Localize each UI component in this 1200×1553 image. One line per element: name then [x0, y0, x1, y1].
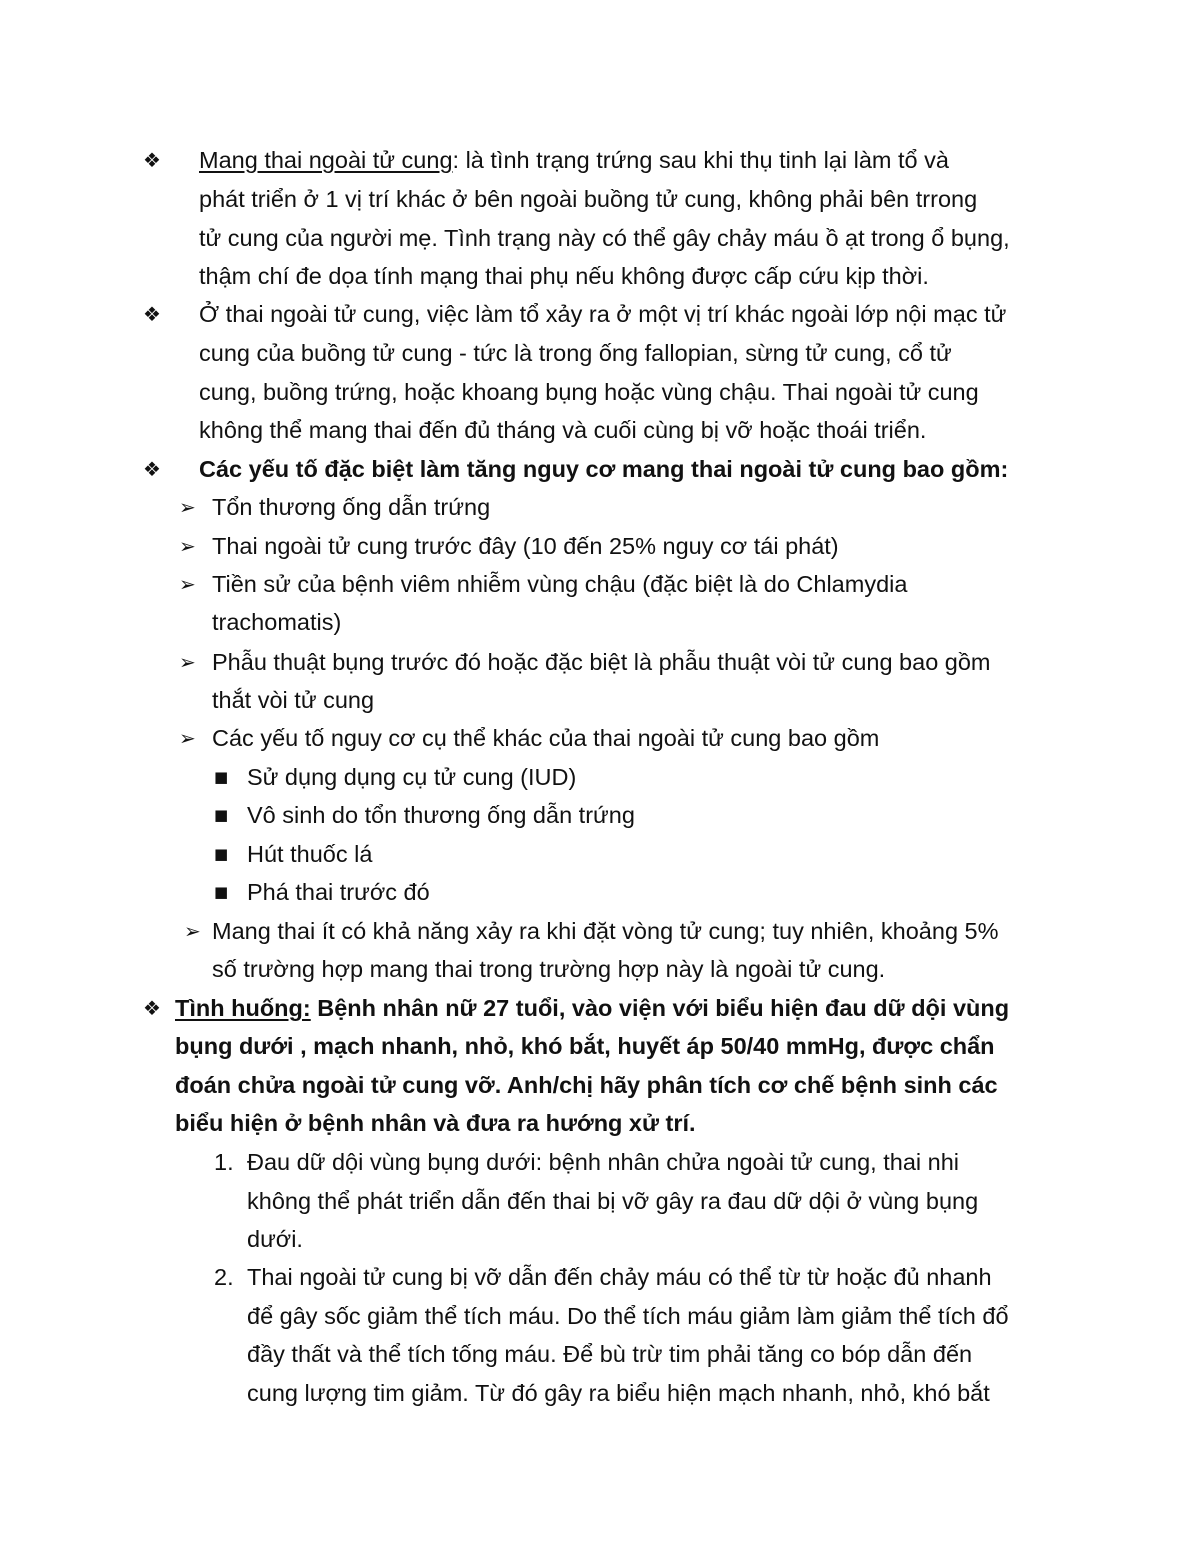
- diamond-bullet-icon: ❖: [143, 996, 161, 1020]
- arrow-bullet-icon: ➢: [179, 726, 196, 750]
- case-line4: biểu hiện ở bệnh nhân và đưa ra hướng xử trí.: [175, 1110, 696, 1136]
- risk-subitem-4: Phá thai trước đó: [247, 879, 430, 905]
- bullet2-line3: cung, buồng trứng, hoặc khoang bụng hoặc vùng chậu. Thai ngoài tử cung: [199, 379, 979, 405]
- bullet2-line1: Ở thai ngoài tử cung, việc làm tổ xảy ra ở một vị trí khác ngoài lớp nội mạc tử: [199, 301, 1007, 327]
- arrow-bullet-icon: ➢: [179, 534, 196, 558]
- answer-1-line3: dưới.: [247, 1226, 303, 1252]
- arrow-bullet-icon: ➢: [179, 650, 196, 674]
- diamond-bullet-icon: ❖: [143, 302, 161, 326]
- risk-item-2-line1: Thai ngoài tử cung trước đây (10 đến 25% nguy cơ tái phát): [212, 533, 839, 559]
- risk-item-3-line1: Tiền sử của bệnh viêm nhiễm vùng chậu (đặc biệt là do Chlamydia: [212, 571, 908, 597]
- answer-2-number: 2.: [214, 1264, 234, 1290]
- bullet1-line2: phát triển ở 1 vị trí khác ở bên ngoài buồng tử cung, không phải bên trrong: [199, 186, 978, 212]
- risk-item-5-line1: Các yếu tố nguy cơ cụ thể khác của thai ngoài tử cung bao gồm: [212, 725, 880, 751]
- risk-item-4-line1: Phẫu thuật bụng trước đó hoặc đặc biệt là phẫu thuật vòi tử cung bao gồm: [212, 649, 991, 675]
- risk-item-3-line2: trachomatis): [212, 609, 342, 635]
- bullet1-line4: thậm chí đe dọa tính mạng thai phụ nếu không được cấp cứu kịp thời.: [199, 263, 929, 289]
- risk-subitem-3: Hút thuốc lá: [247, 841, 373, 867]
- answer-2-line3: đầy thất và thể tích tống máu. Để bù trừ tim phải tăng co bóp dẫn đến: [247, 1341, 973, 1367]
- arrow-bullet-icon: ➢: [184, 919, 201, 943]
- bullet1-line1-rest: : là tình trạng trứng sau khi thụ tinh lại làm tổ và: [452, 147, 949, 173]
- answer-2-line2: để gây sốc giảm thể tích máu. Do thể tích máu giảm làm giảm thể tích đổ: [247, 1303, 1009, 1329]
- arrow-bullet-icon: ➢: [179, 495, 196, 519]
- risk-subitem-2: Vô sinh do tổn thương ống dẫn trứng: [247, 802, 635, 828]
- risk-factors-heading: Các yếu tố đặc biệt làm tăng nguy cơ mang thai ngoài tử cung bao gồm:: [199, 456, 1009, 482]
- answer-1-number: 1.: [214, 1149, 234, 1175]
- square-bullet-icon: ■: [214, 806, 229, 824]
- diamond-bullet-icon: ❖: [143, 457, 161, 481]
- arrow-bullet-icon: ➢: [179, 572, 196, 596]
- square-bullet-icon: ■: [214, 883, 229, 901]
- case-line1-rest: Bệnh nhân nữ 27 tuổi, vào viện với biểu hiện đau dữ dội vùng: [310, 995, 1010, 1021]
- case-label: Tình huống:: [175, 995, 311, 1021]
- diamond-bullet-icon: ❖: [143, 148, 161, 172]
- case-line3: đoán chửa ngoài tử cung vỡ. Anh/chị hãy phân tích cơ chế bệnh sinh các: [175, 1072, 998, 1098]
- bullet1-heading: Mang thai ngoài tử cung: [199, 147, 453, 173]
- square-bullet-icon: ■: [214, 768, 229, 786]
- answer-1-line1: Đau dữ dội vùng bụng dưới: bệnh nhân chửa ngoài tử cung, thai nhi: [247, 1149, 960, 1175]
- iud-note-line1: Mang thai ít có khả năng xảy ra khi đặt vòng tử cung; tuy nhiên, khoảng 5%: [212, 918, 999, 944]
- answer-2-line4: cung lượng tim giảm. Từ đó gây ra biểu hiện mạch nhanh, nhỏ, khó bắt: [247, 1380, 990, 1406]
- risk-subitem-1: Sử dụng dụng cụ tử cung (IUD): [247, 764, 577, 790]
- bullet1-line1: [199, 145, 949, 175]
- answer-2-line1: Thai ngoài tử cung bị vỡ dẫn đến chảy máu có thể từ từ hoặc đủ nhanh: [247, 1264, 992, 1290]
- bullet2-line2: cung của buồng tử cung - tức là trong ống fallopian, sừng tử cung, cổ tử: [199, 340, 952, 366]
- risk-item-4-line2: thắt vòi tử cung: [212, 687, 375, 713]
- case-line1: [175, 993, 1009, 1023]
- bullet1-line3: tử cung của người mẹ. Tình trạng này có thể gây chảy máu ồ ạt trong ổ bụng,: [199, 225, 1010, 251]
- risk-item-1-line1: Tổn thương ống dẫn trứng: [212, 494, 491, 520]
- bullet2-line4: không thể mang thai đến đủ tháng và cuối cùng bị vỡ hoặc thoái triển.: [199, 417, 927, 443]
- iud-note-line2: số trường hợp mang thai trong trường hợp này là ngoài tử cung.: [212, 956, 886, 982]
- case-line2: bụng dưới , mạch nhanh, nhỏ, khó bắt, huyết áp 50/40 mmHg, được chẩn: [175, 1033, 995, 1059]
- answer-1-line2: không thể phát triển dẫn đến thai bị vỡ gây ra đau dữ dội ở vùng bụng: [247, 1188, 979, 1214]
- square-bullet-icon: ■: [214, 845, 229, 863]
